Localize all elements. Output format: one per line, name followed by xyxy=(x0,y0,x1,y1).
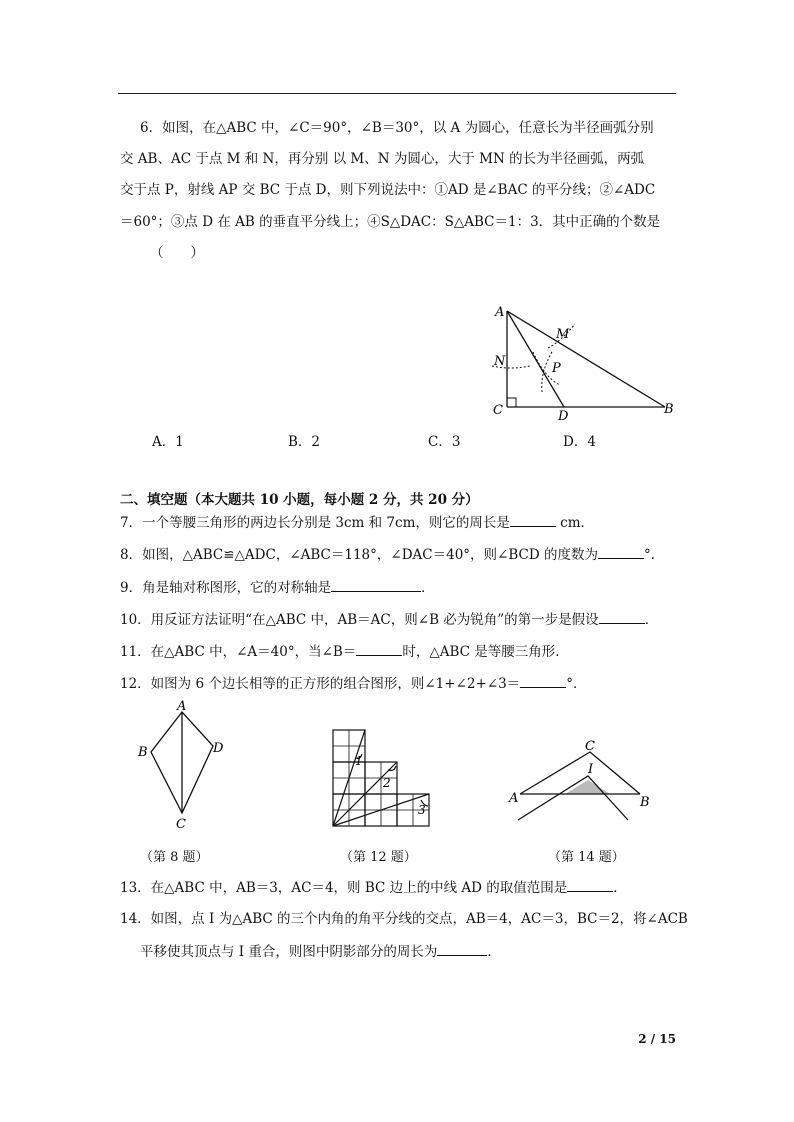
q6-option-d: D．4 xyxy=(563,434,596,450)
section-title: 二、填空题（本大题共 10 小题，每小题 2 分，共 20 分） xyxy=(120,492,479,508)
q13-answer-blank[interactable] xyxy=(567,877,613,892)
question-10: 10．用反证方法证明“在△ABC 中，AB＝AC，则∠B 必为锐角”的第一步是假设 ． xyxy=(120,609,658,630)
fig14-label-c: C xyxy=(585,739,595,754)
q6-label-d: D xyxy=(558,409,569,424)
q6-line1: 6．如图，在△ABC 中，∠C＝90°，∠B＝30°，以 A 为圆心，任意长为半径画弧分别 xyxy=(140,120,654,136)
q6-line2: 交 AB、AC 于点 M 和 N，再分别 以 M、N 为圆心，大于 MN 的长为半径画弧，两弧 xyxy=(120,151,645,167)
fig12-caption: （第 12 题） xyxy=(340,850,417,865)
question-14-line2: 平移使其顶点与 I 重合，则图中阴影部分的周长为 ． xyxy=(140,941,501,962)
q6-option-c: C．3 xyxy=(428,434,461,450)
fig14-label-b: B xyxy=(640,795,650,810)
question-9: 9．角是轴对称图形，它的对称轴是 ． xyxy=(120,577,435,598)
page-number: 2 / 15 xyxy=(638,1032,676,1046)
fig12-angle-2: 2 xyxy=(383,776,391,790)
q6-line3: 交于点 P，射线 AP 交 BC 于点 D，则下列说法中：①AD 是∠BAC 的平分线；②∠ADC xyxy=(120,182,656,198)
fig14-figure xyxy=(518,752,640,820)
q6-label-c: C xyxy=(493,403,503,418)
q6-line4: ＝60°；③点 D 在 AB 的垂直平分线上；④S△DAC：S△ABC＝1：3．其中正确的个数是 xyxy=(120,214,661,230)
fig8-label-b: B xyxy=(138,745,148,760)
fig8-caption: （第 8 题） xyxy=(140,850,209,865)
question-11: 11．在△ABC 中，∠A＝40°，当∠B＝ 时，△ABC 是等腰三角形． xyxy=(120,641,569,662)
fig14-label-a: A xyxy=(509,791,519,806)
question-13: 13．在△ABC 中，AB＝3，AC＝4，则 BC 边上的中线 AD 的取值范围是 ． xyxy=(120,877,627,898)
q6-label-m: M xyxy=(556,327,570,342)
fig14-label-i: I xyxy=(588,762,594,777)
q6-label-b: B xyxy=(664,402,674,417)
fig8-label-a: A xyxy=(177,699,187,714)
fig8-label-c: C xyxy=(176,817,186,832)
fig8-label-d: D xyxy=(213,741,224,756)
fig12-angle-1: 1 xyxy=(355,754,363,768)
q6-option-a: A．1 xyxy=(152,434,184,450)
q6-label-n: N xyxy=(494,354,506,369)
question-8: 8．如图，△ABC≌△ADC，∠ABC＝118°，∠DAC＝40°，则∠BCD 的度数为 °． xyxy=(120,544,664,565)
q6-option-b: B．2 xyxy=(288,434,321,450)
q6-label-p: P xyxy=(552,361,561,376)
fig14-caption: （第 14 题） xyxy=(548,850,625,865)
fig12-squares xyxy=(333,730,429,826)
question-14-line1: 14．如图，点 I 为△ABC 的三个内角的角平分线的交点，AB＝4，AC＝3，BC＝2，将∠ACB xyxy=(120,911,688,927)
q14-answer-blank[interactable] xyxy=(437,941,487,956)
fig12-angle-3: 3 xyxy=(418,803,426,817)
question-12: 12．如图为 6 个边长相等的正方形的组合图形，则∠1+∠2+∠3＝ °． xyxy=(120,673,586,694)
q6-answer-bracket: （ ） xyxy=(150,245,204,261)
q6-label-a: A xyxy=(495,305,505,320)
question-7: 7．一个等腰三角形的两边长分别是 3cm 和 7cm，则它的周长是 cm． xyxy=(120,512,594,533)
fig8-kite xyxy=(151,712,213,813)
